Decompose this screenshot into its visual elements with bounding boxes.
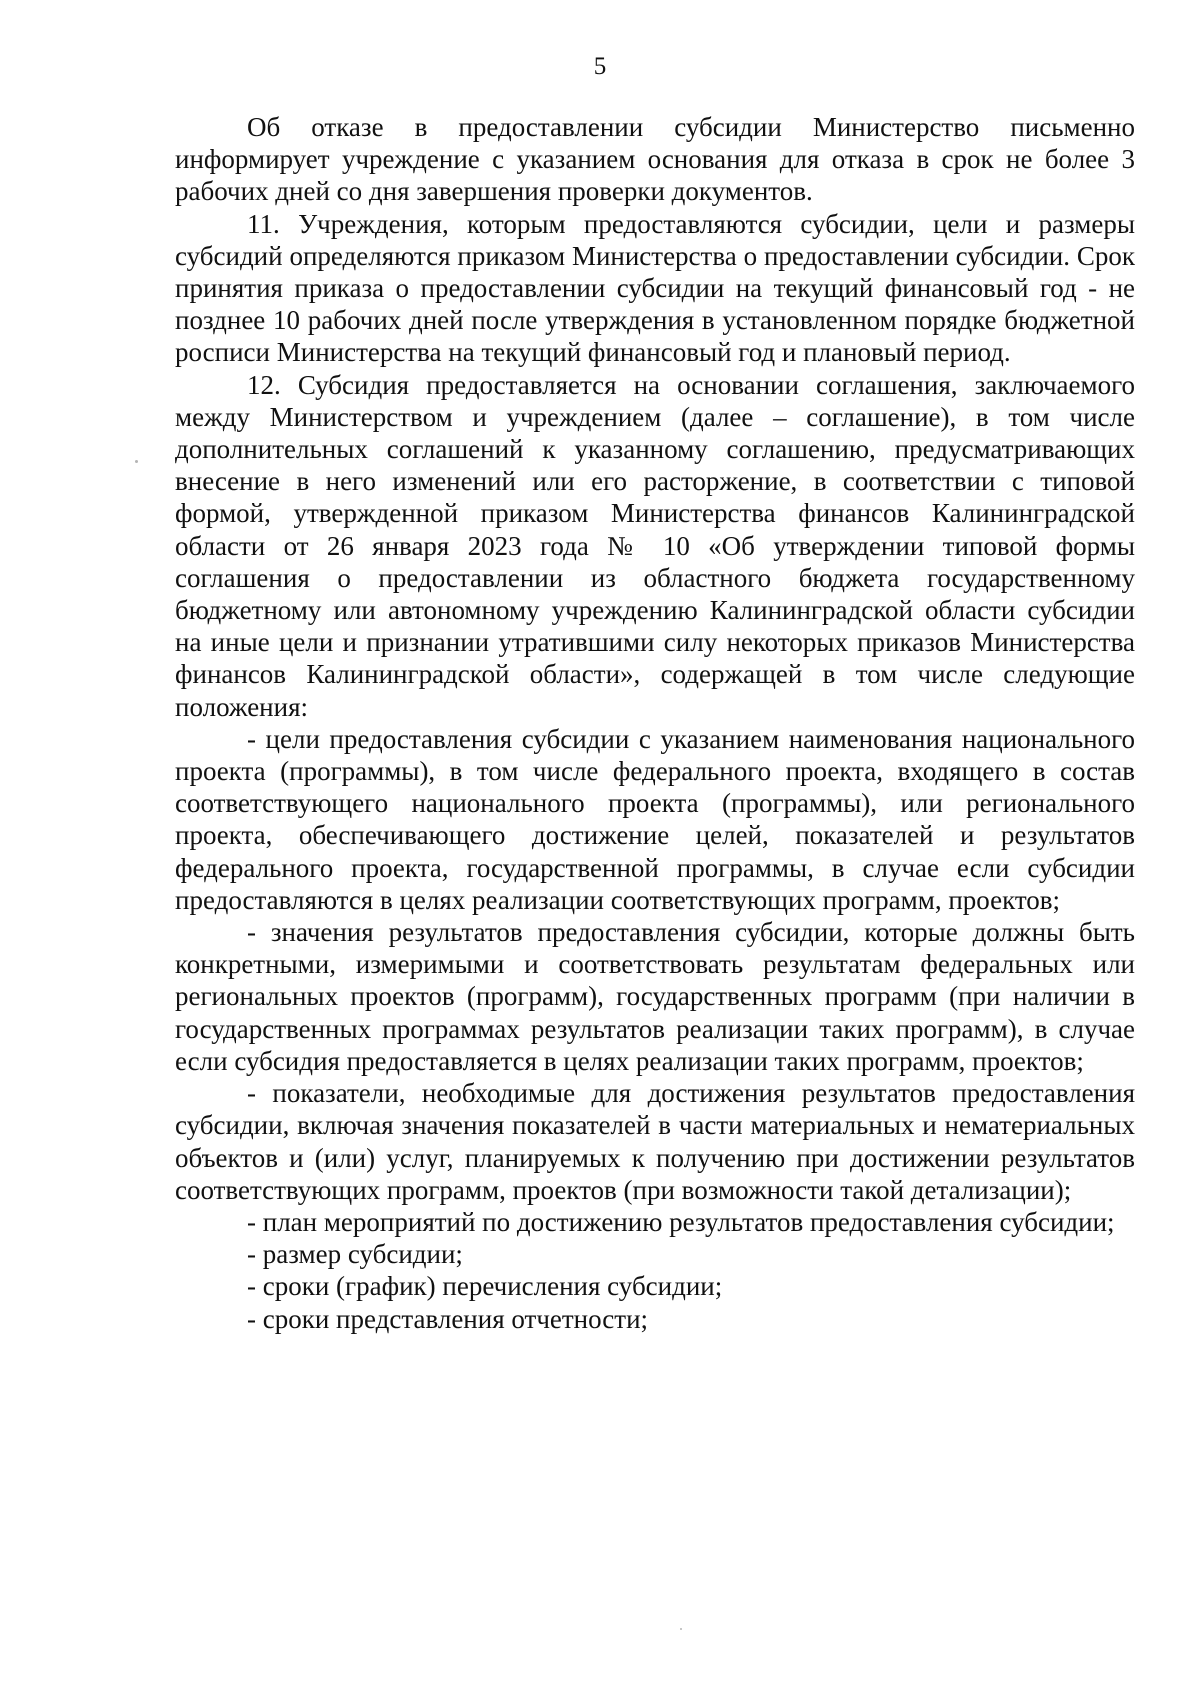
list-item-indicators: - показатели, необходимые для достижения результатов предоставления субсидии, включая значения показателей в части материальных и нематериальных объектов и (или) услуг, планируемых к получению при достижении результатов соответствующих программ, проектов (при возможности такой детализации); [175, 1078, 1135, 1205]
list-item-transfer-schedule: - сроки (график) перечисления субсидии; [247, 1271, 723, 1302]
scan-speck [135, 460, 138, 463]
scan-speck [680, 1628, 682, 1630]
document-body [175, 111, 1135, 1335]
paragraph-clause-12: 12. Субсидия предоставляется на основании соглашения, заключаемого между Министерством и учреждением (далее – соглашение), в том числе дополнительных соглашений к указанному соглашению, предусматривающих внесение в него изменений или его расторжение, в соответствии с типовой формой, утвержденной приказом Министерства финансов Калининградской области от 26 января 2023 года № 10 «Об утверждении типовой формы соглашения о предоставлении из областного бюджета государственному бюджетному или автономному учреждению Калининградской области субсидии на иные цели и признании утратившими силу некоторых приказов Министерства финансов Калининградской области», содержащей в том числе следующие положения: [175, 369, 1135, 722]
list-item-results: - значения результатов предоставления субсидии, которые должны быть конкретными, измеримыми и соответствовать результатам федеральных или региональных проектов (программ), государственных программ (при наличии в государственных программах результатов реализации таких программ), в случае если субсидия предоставляется в целях реализации таких программ, проектов; [175, 917, 1135, 1076]
list-item-action-plan: - план мероприятий по достижению результатов предоставления субсидии; [247, 1206, 1115, 1237]
list-item-reporting-deadlines: - сроки представления отчетности; [247, 1303, 649, 1334]
paragraph-refusal-notice: Об отказе в предоставлении субсидии Министерство письменно информирует учреждение с указанием основания для отказа в срок не более 3 рабочих дней со дня завершения проверки документов. [175, 112, 1135, 207]
list-item-goals: - цели предоставления субсидии с указанием наименования национального проекта (программы), в том числе федерального проекта, входящего в состав соответствующего национального проекта (программы), или регионального проекта, обеспечивающего достижение целей, показателей и результатов федерального проекта, государственной программы, в случае если субсидии предоставляются в целях реализации соответствующих программ, проектов; [175, 723, 1135, 915]
list-item-subsidy-amount: - размер субсидии; [247, 1239, 463, 1270]
page-number: 5 [593, 53, 607, 80]
paragraph-clause-11: 11. Учреждения, которым предоставляются субсидии, цели и размеры субсидий определяются приказом Министерства о предоставлении субсидии. Срок принятия приказа о предоставлении субсидии на текущий финансовый год - не позднее 10 рабочих дней после утверждения в установленном порядке бюджетной росписи Министерства на текущий финансовый год и плановый период. [175, 208, 1135, 368]
